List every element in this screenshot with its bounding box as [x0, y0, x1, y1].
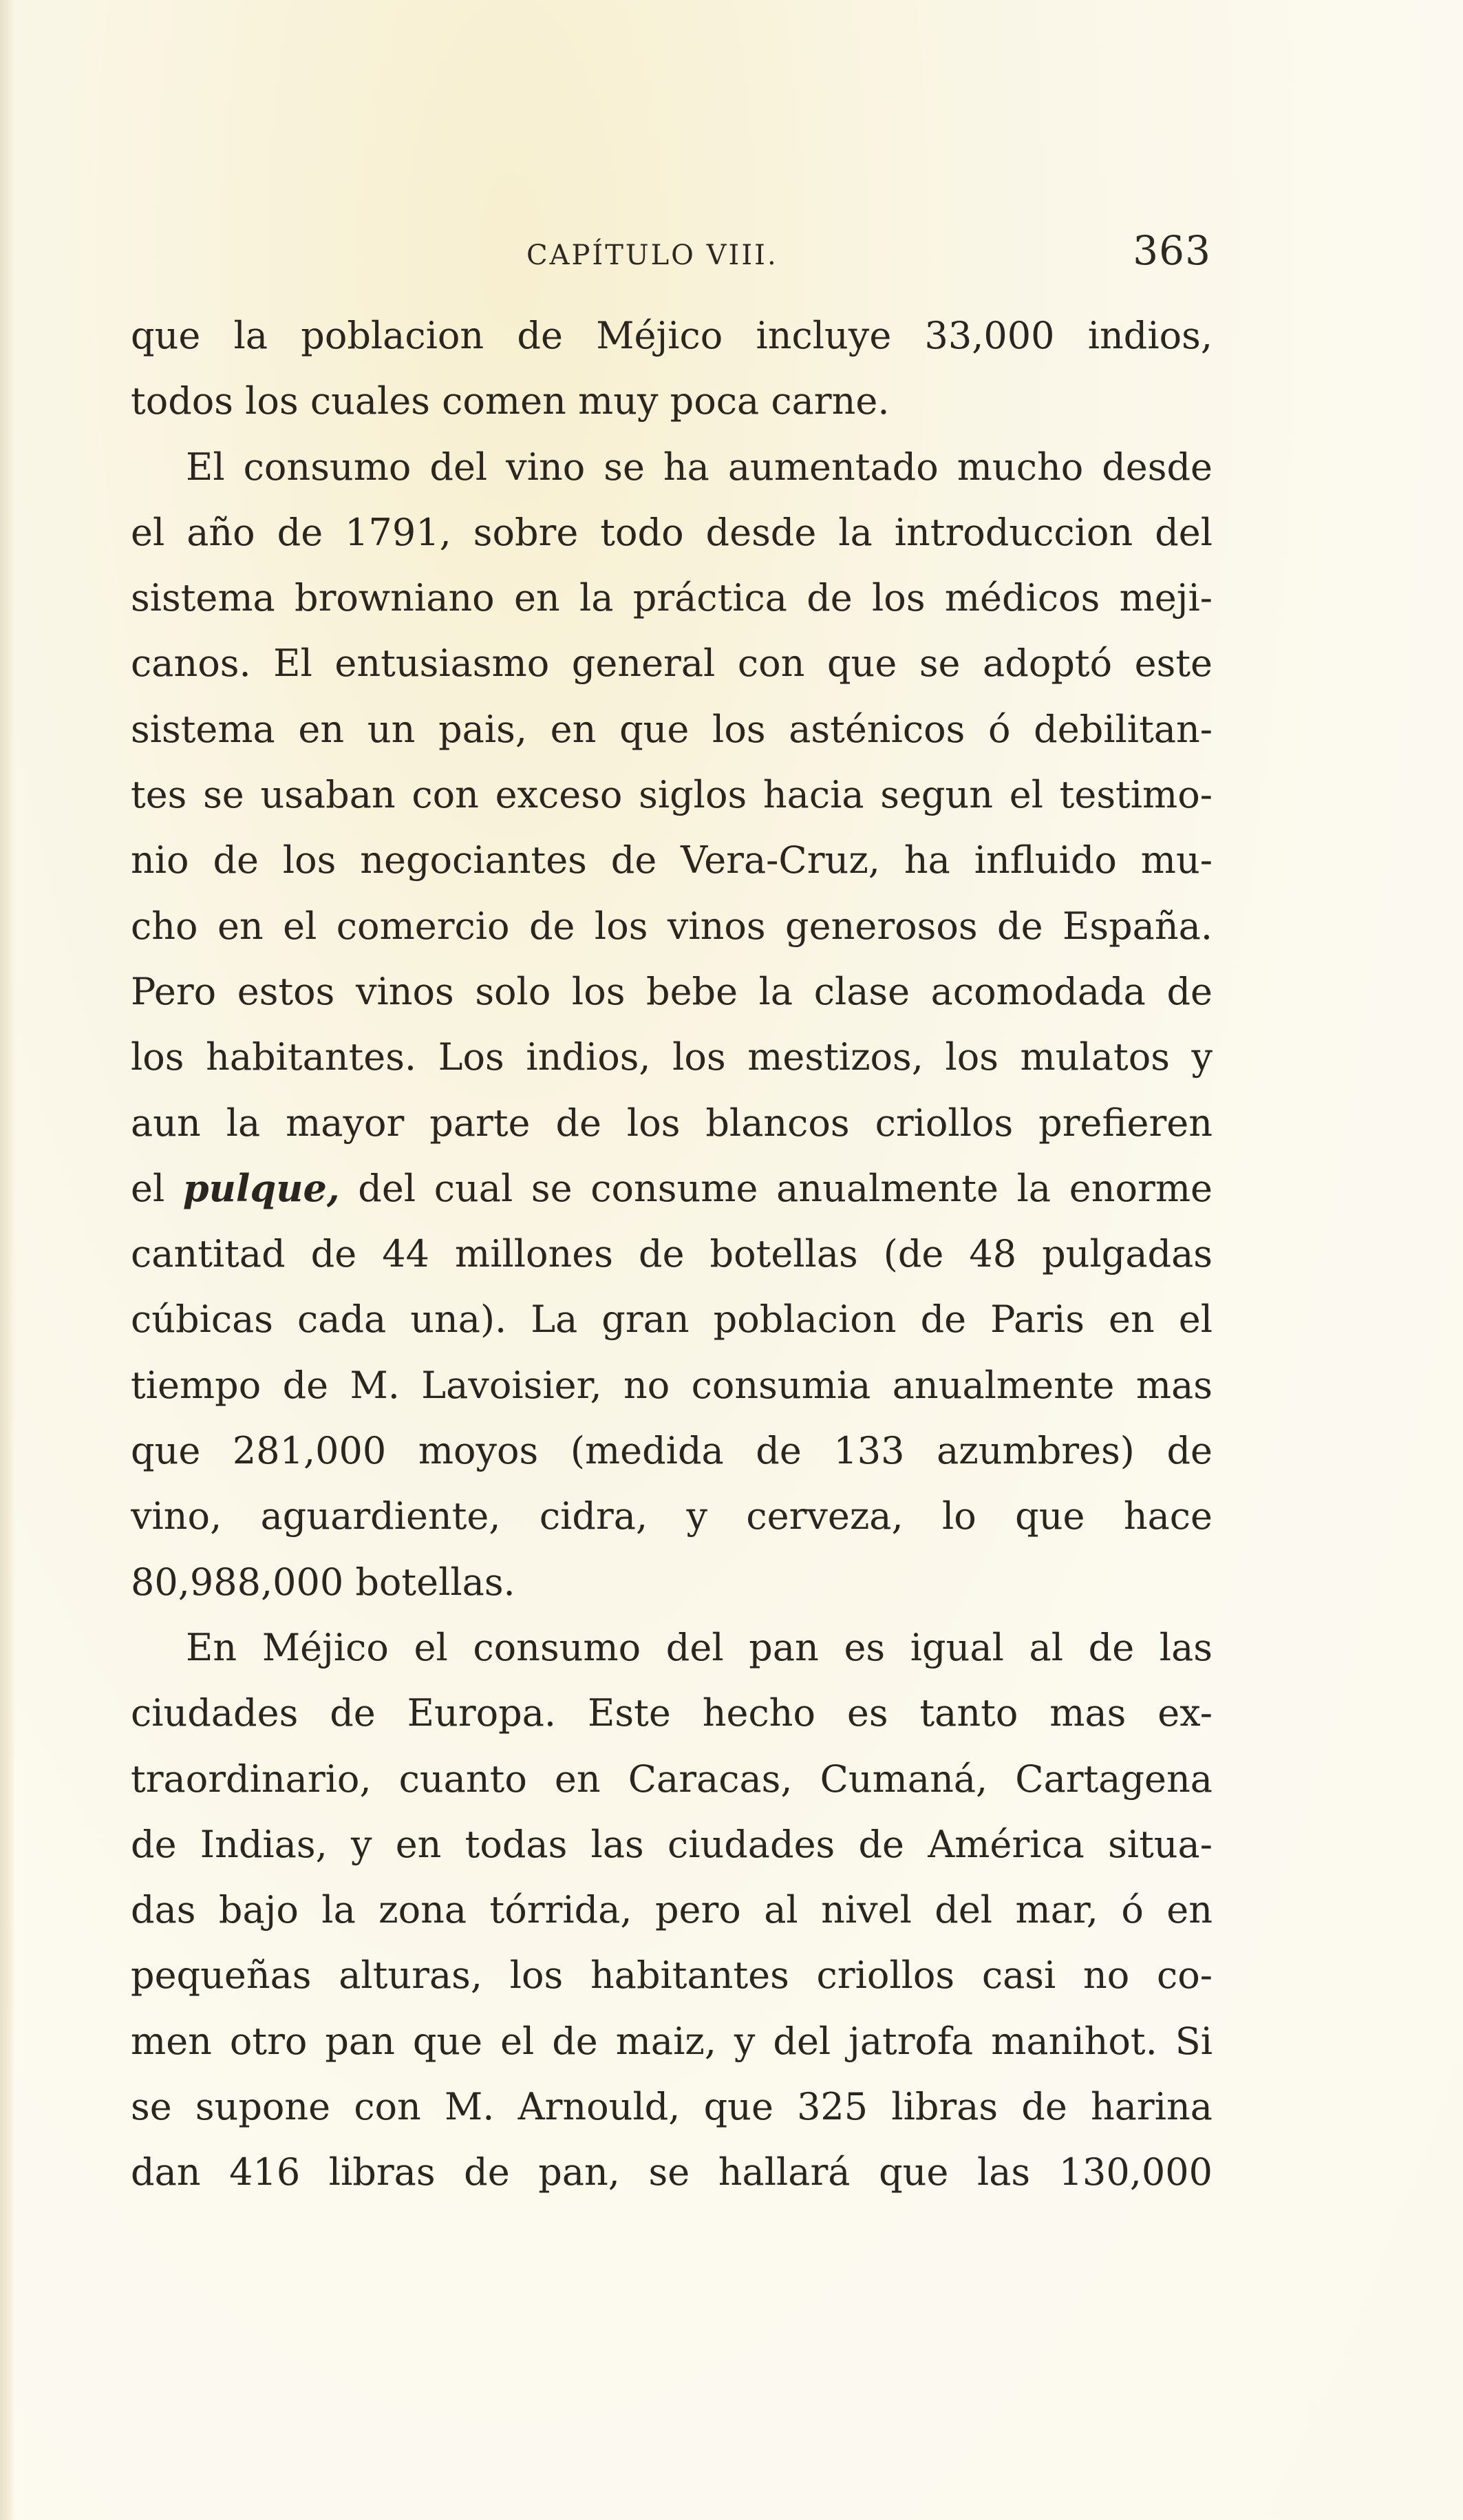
text-line: cho en el comercio de los vinos generosos de España.: [131, 904, 1213, 948]
text-line: tiempo de M. Lavoisier, no consumia anualmente mas: [131, 1363, 1213, 1407]
text-line: que 281,000 moyos (medida de 133 azumbres) de: [131, 1429, 1213, 1473]
text-line: se supone con M. Arnould, que 325 libras de harina: [131, 2085, 1213, 2129]
text-line: cantitad de 44 millones de botellas (de 48 pulgadas: [131, 1232, 1213, 1276]
page-number: 363: [1133, 227, 1211, 274]
text-line: Pero estos vinos solo los bebe la clase acomodada de: [131, 969, 1213, 1013]
text-line: el año de 1791, sobre todo desde la introduccion del: [131, 510, 1213, 554]
text-line: los habitantes. Los indios, los mestizos, los mulatos y: [131, 1035, 1213, 1079]
text-line: de Indias, y en todas las ciudades de América situa-: [131, 1822, 1213, 1866]
text-line: 80,988,000 botellas.: [131, 1560, 515, 1604]
body-text: [131, 303, 1213, 2205]
page-gutter: [0, 0, 15, 2520]
text-line: dan 416 libras de pan, se hallará que las 130,000: [131, 2150, 1213, 2194]
paragraph-start-line: El consumo del vino se ha aumentado mucho desde: [186, 445, 1213, 489]
text-line: pequeñas alturas, los habitantes criollos casi no co-: [131, 1953, 1213, 1998]
text-line: que la poblacion de Méjico incluye 33,000 indios,: [131, 314, 1213, 357]
text-line: todos los cuales comen muy poca carne.: [131, 379, 890, 423]
text-line: vino, aguardiente, cidra, y cerveza, lo que hace: [131, 1494, 1213, 1538]
text-line-pulque: [131, 1156, 1213, 1221]
text-fragment: el: [131, 1166, 183, 1210]
text-line: traordinario, cuanto en Caracas, Cumaná, Cartagena: [131, 1757, 1213, 1801]
text-line: aun la mayor parte de los blancos criollos prefieren: [131, 1101, 1213, 1145]
text-line: das bajo la zona tórrida, pero al nivel del mar, ó en: [131, 1888, 1213, 1932]
text-line: sistema en un pais, en que los asténicos ó debilitan-: [131, 707, 1213, 751]
text-line: sistema browniano en la práctica de los médicos meji-: [131, 576, 1213, 620]
text-line: tes se usaban con exceso siglos hacia segun el testimo-: [131, 773, 1213, 817]
text-line: canos. El entusiasmo general con que se adoptó este: [131, 642, 1213, 686]
running-head: [131, 227, 1211, 282]
text-line: cúbicas cada una). La gran poblacion de Paris en el: [131, 1298, 1213, 1342]
text-line: nio de los negociantes de Vera-Cruz, ha influido mu-: [131, 838, 1213, 882]
text-fragment: del cual se consume anualmente la enorme: [339, 1166, 1213, 1210]
text-line: ciudades de Europa. Este hecho es tanto mas ex-: [131, 1691, 1213, 1735]
italic-term-pulque: pulque,: [182, 1165, 340, 1210]
chapter-title: CAPÍTULO VIII.: [526, 240, 778, 271]
paragraph-start-line: En Méjico el consumo del pan es igual al de las: [186, 1625, 1213, 1669]
text-line: men otro pan que el de maiz, y del jatrofa manihot. Si: [131, 2019, 1213, 2063]
